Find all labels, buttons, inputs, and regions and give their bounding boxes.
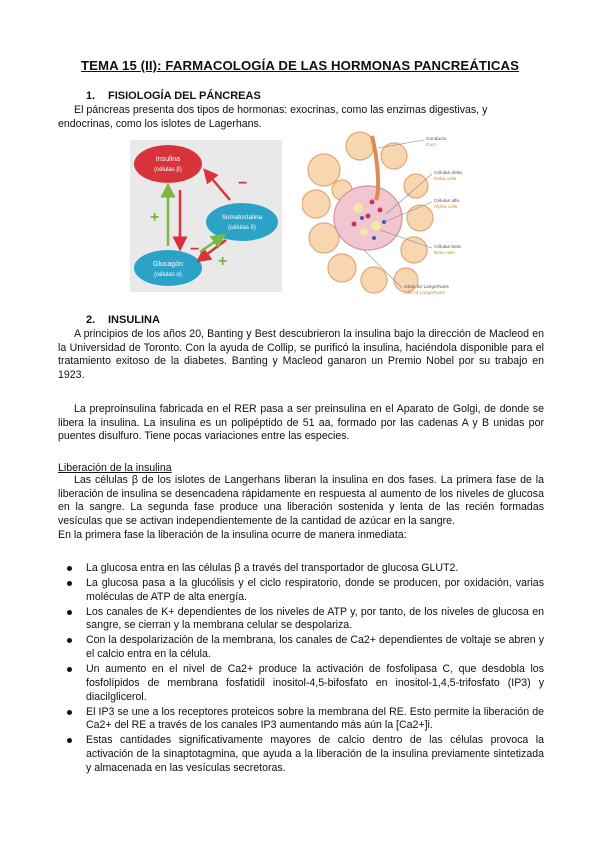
delta-en-label: Delta cells [434, 177, 457, 182]
red-arrow-to-insulina [208, 174, 230, 200]
section-2-intro-block [58, 328, 544, 383]
list-item [58, 706, 544, 733]
minus-sign-top: − [238, 175, 248, 192]
list-item-text: La glucosa pasa a la glucólisis y el ciclo respiratorio, donde se producen, por oxidación, varias moléculas de ATP de alta energía. [86, 577, 544, 603]
section-1-number: 1. [86, 90, 96, 102]
synthesis-block [58, 403, 544, 444]
somatostatina-ellipse [206, 203, 278, 241]
glucagon-label: Glucagón [153, 261, 183, 268]
first-phase-list-block [58, 562, 544, 777]
section-2-heading [86, 314, 160, 326]
hormone-regulation-svg [130, 140, 282, 292]
minus-sign-bottom: − [190, 241, 200, 258]
page-title: TEMA 15 (II): FARMACOLOGÍA DE LAS HORMONAS PANCREÁTICAS [81, 58, 519, 73]
plus-sign-left: + [150, 209, 160, 226]
section-2-number: 2. [86, 314, 96, 326]
list-item-text: Con la despolarización de la membrana, los canales de Ca2+ dependientes de voltaje se abren y el calcio entra en la célula. [86, 634, 544, 661]
release-subheading: Liberación de la insulina [58, 462, 172, 474]
list-item [58, 562, 544, 576]
bullet-icon [67, 638, 72, 643]
plus-sign-right: + [218, 253, 228, 270]
islet-en-label: Islet of Langerhans [404, 291, 445, 296]
section-1-paragraph: El páncreas presenta dos tipos de hormonas: exocrinas, como las enzimas digestivas, y endocrinas, como los islotes de Lagerhans. [58, 104, 488, 130]
list-item-text: El IP3 se une a los receptores proteicos sobre la membrana del RE. Esto permite la liberación de Ca2+ del RE a través de los canales IP3 aumentando más aún la [Ca2+]i. [86, 705, 544, 732]
insulina-ellipse [134, 145, 202, 183]
somatostatina-label: Somatostatina [221, 214, 263, 221]
section-1-paragraph-block [58, 104, 544, 131]
bullet-icon [67, 566, 72, 571]
islet-illustration-svg [302, 130, 492, 298]
list-item-text: La glucosa entra en las células β a través del transportador de glucosa GLUT2. [86, 562, 459, 574]
alfa-label: Células alfa [434, 199, 460, 204]
beta-en-label: Beta cells [434, 251, 455, 256]
bullet-icon [67, 738, 72, 743]
synthesis-paragraph: La preproinsulina fabricada en el RER pasa a ser preinsulina en el Aparato de Golgi, de donde se libera la insulina. La insulina es un polipéptido de 51 aa, formado por las cadenas A y B unidas por puentes disulfuro. Tiene pocas variaciones entre las especies. [58, 403, 544, 443]
list-item [58, 663, 544, 704]
section-1-heading [86, 90, 261, 102]
somatostatina-sublabel: (células δ) [228, 225, 256, 231]
alpha-en-label: Alpha cells [434, 205, 458, 210]
bullet-icon [67, 581, 72, 586]
duct-label: Duct [426, 143, 436, 148]
first-phase-intro: En la primera fase la liberación de la insulina ocurre de manera inmediata: [58, 528, 407, 541]
history-paragraph: A principios de los años 20, Banting y Best descubrieron la insulina bajo la dirección de Macleod en la Universidad de Toronto. Con la ayuda de Collip, se purificó la insulina, haciéndola disponible para el tratamiento exitoso de la diabetes. Banting y Macleod ganaron un Premio Nobel por su trabajo en 1923. [58, 328, 544, 382]
release-block [58, 462, 544, 543]
islet-of-langerhans-illustration [302, 130, 492, 298]
list-item [58, 634, 544, 661]
delta-label: Células delta [434, 171, 462, 176]
list-item-text: Un aumento en el nivel de Ca2+ produce la activación de fosfolipasa C, que desdobla los fosfolípidos de membrana fosfatidil inositol-4,5-bifosfato en inositol-1,4,5-trifosfato (IP3) y diacilglicerol. [86, 663, 544, 703]
beta-label: Células beta [434, 245, 461, 250]
islote-label: Islote de Langerhans [404, 285, 449, 290]
glucagon-sublabel: (células α) [154, 272, 182, 278]
bullet-icon [67, 610, 72, 615]
list-item-text: Los canales de K+ dependientes de los niveles de ATP y, por tanto, de los niveles de glucosa en sangre, se cierran y la membrana celular se despolariza. [86, 605, 544, 632]
list-item [58, 577, 544, 604]
release-paragraph: Las células β de los islotes de Langerhans liberan la insulina en dos fases. La primera fase de la liberación de insulina se desencadena rápidamente en respuesta al aumento de los niveles de glucosa en la sangre. La segunda fase produce una liberación sostenida y lenta de las recién formadas vesículas que se activan independientemente de la cantidad de azúcar en la sangre. [58, 474, 544, 528]
insulina-sublabel: (células β) [154, 167, 182, 173]
first-phase-list [58, 562, 544, 775]
section-2-title: INSULINA [108, 314, 160, 326]
green-arrow-to-somato [200, 238, 220, 252]
section-1-title: FISIOLOGÍA DEL PÁNCREAS [108, 90, 261, 102]
bullet-icon [67, 667, 72, 672]
conducto-label: Conducto [426, 137, 447, 142]
bullet-icon [67, 710, 72, 715]
insulina-label: Insulina [155, 156, 181, 163]
hormone-regulation-diagram [130, 140, 282, 292]
list-item [58, 734, 544, 775]
list-item-text: Estas cantidades significativamente mayores de calcio dentro de las células provoca la activación de la sinaptotagmina, que ayuda a la liberación de la insulina previamente sintetizada y almacenada en las vesículas secretoras. [86, 734, 544, 774]
list-item [58, 606, 544, 633]
